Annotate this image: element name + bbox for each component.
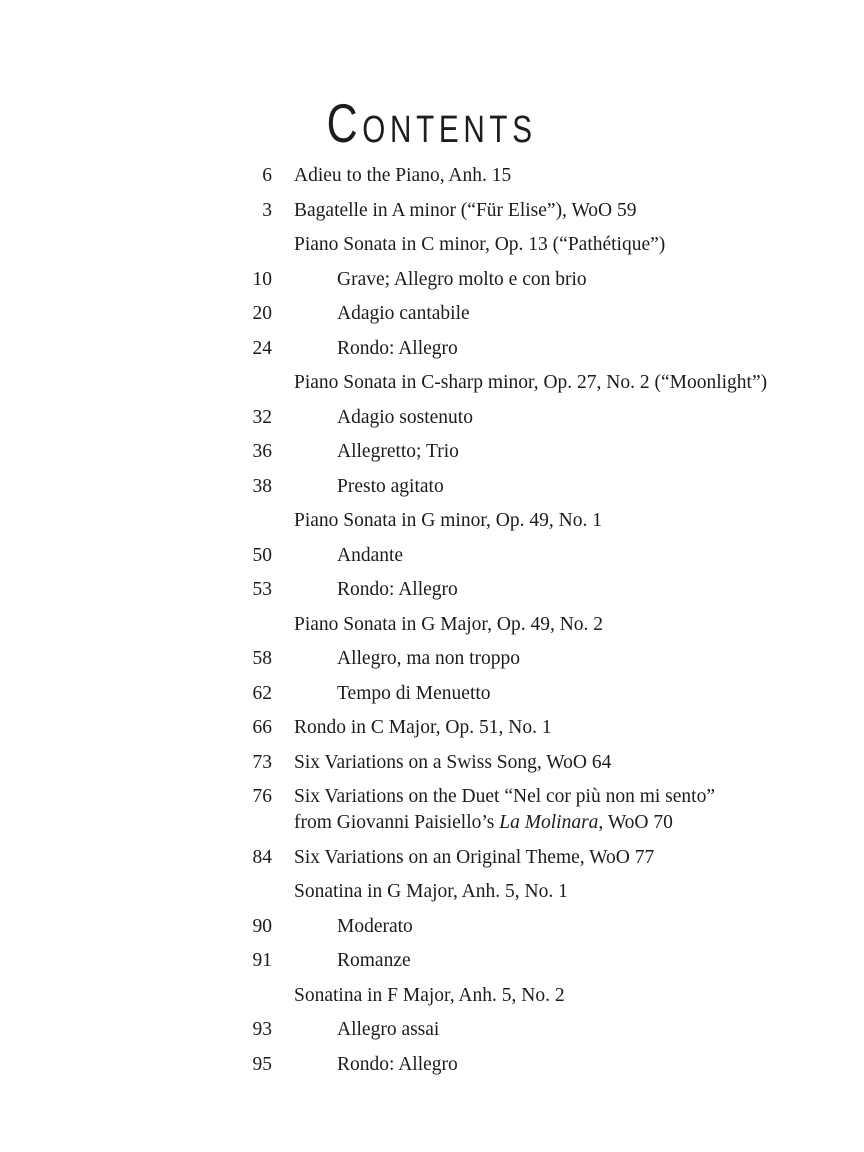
toc-entry-line bbox=[294, 715, 552, 741]
toc-work-heading bbox=[242, 612, 822, 638]
toc-entry-title bbox=[294, 267, 587, 293]
toc-entry-title bbox=[294, 750, 611, 776]
toc-entry-line bbox=[337, 948, 411, 974]
toc-entry-title bbox=[294, 439, 459, 465]
page-title-text bbox=[326, 92, 538, 154]
toc-entry-line bbox=[337, 474, 444, 500]
toc-entry-title bbox=[294, 845, 654, 871]
toc-entry-title bbox=[294, 163, 511, 189]
toc-work-heading bbox=[242, 508, 822, 534]
toc-entry bbox=[242, 1017, 822, 1043]
toc-entry bbox=[242, 577, 822, 603]
toc-page-number: 53 bbox=[252, 579, 272, 600]
toc-text-segment: Rondo: Allegro bbox=[337, 579, 458, 600]
toc-entry-line bbox=[294, 879, 568, 905]
toc-page-number: 32 bbox=[252, 406, 272, 428]
toc-page-number: 6 bbox=[262, 165, 272, 186]
toc-text-segment: Adieu to the Piano, Anh. 15 bbox=[294, 165, 512, 186]
toc-entry-line bbox=[337, 336, 458, 362]
toc-page-number: 95 bbox=[252, 1053, 272, 1075]
toc-entry-title bbox=[294, 301, 470, 327]
toc-entry-title bbox=[294, 543, 403, 569]
toc-text-segment: Allegro assai bbox=[337, 1019, 440, 1040]
toc-text-segment: Bagatelle in A minor (“Für Elise”), WoO 59 bbox=[294, 199, 637, 221]
toc-entry bbox=[242, 646, 822, 672]
toc-text-segment: Sonatina in G Major, Anh. 5, No. 1 bbox=[294, 881, 568, 902]
toc-entry-line bbox=[337, 543, 403, 569]
toc-entry bbox=[242, 405, 822, 431]
toc-entry bbox=[242, 301, 822, 327]
toc-entry-title bbox=[294, 405, 473, 431]
toc-entry-line bbox=[294, 784, 715, 810]
toc-text-segment: Rondo: Allegro bbox=[337, 1053, 458, 1075]
toc-entry-title bbox=[294, 232, 665, 258]
toc-entry-title bbox=[294, 508, 602, 534]
toc-entry-line bbox=[337, 439, 459, 465]
toc-text-segment: Tempo di Menuetto bbox=[337, 682, 491, 704]
toc-entry-title bbox=[294, 715, 552, 741]
toc-entry bbox=[242, 198, 822, 224]
toc-entry-title bbox=[294, 577, 458, 603]
toc-text-segment: Allegretto; Trio bbox=[337, 441, 459, 462]
toc-page-number: 73 bbox=[252, 751, 272, 773]
toc-entry-title bbox=[294, 336, 458, 362]
toc-entry bbox=[242, 163, 822, 189]
toc-entry-line bbox=[294, 508, 602, 534]
toc-page-number: 3 bbox=[262, 199, 272, 221]
toc-entry-title bbox=[294, 879, 568, 905]
toc-work-heading bbox=[242, 232, 822, 258]
toc-entry bbox=[242, 784, 822, 836]
toc-text-segment: Piano Sonata in G minor, Op. 49, No. 1 bbox=[294, 510, 602, 531]
toc-entry-line bbox=[337, 1052, 458, 1078]
toc-entry-title bbox=[294, 370, 767, 396]
toc-text-segment: Romanze bbox=[337, 950, 411, 971]
toc-entry bbox=[242, 845, 822, 871]
toc-entry bbox=[242, 1052, 822, 1078]
toc-entry-line bbox=[337, 681, 491, 707]
toc-page-number: 58 bbox=[252, 648, 272, 669]
toc-entry-title bbox=[294, 784, 715, 836]
toc-entry bbox=[242, 474, 822, 500]
toc-text-segment: Adagio sostenuto bbox=[337, 406, 473, 428]
toc-entry-title bbox=[294, 983, 565, 1009]
toc-entry bbox=[242, 543, 822, 569]
toc-entry-line bbox=[337, 914, 413, 940]
toc-entry bbox=[242, 750, 822, 776]
toc-entry-title bbox=[294, 198, 637, 224]
toc-entry-title bbox=[294, 612, 603, 638]
toc-entry-line bbox=[294, 232, 665, 258]
toc-work-heading bbox=[242, 879, 822, 905]
toc-text-segment: Andante bbox=[337, 544, 404, 566]
toc-text-segment: Six Variations on a Swiss Song, WoO 64 bbox=[294, 751, 612, 773]
toc-text-segment: Sonatina in F Major, Anh. 5, No. 2 bbox=[294, 984, 565, 1006]
toc-text-segment: Piano Sonata in C minor, Op. 13 (“Pathétique”) bbox=[294, 234, 666, 255]
toc-text-segment: Presto agitato bbox=[337, 475, 444, 497]
toc-entry-title bbox=[294, 646, 520, 672]
toc-entry-line bbox=[337, 646, 520, 672]
toc-entry-line bbox=[337, 301, 470, 327]
toc-entry-title bbox=[294, 474, 444, 500]
toc-entry bbox=[242, 681, 822, 707]
toc-entry bbox=[242, 336, 822, 362]
toc-page-number: 66 bbox=[252, 717, 272, 738]
toc-entry bbox=[242, 948, 822, 974]
toc-entry bbox=[242, 914, 822, 940]
toc-text-segment: from Giovanni Paisiello’s bbox=[294, 812, 500, 833]
toc-entry-line bbox=[337, 405, 473, 431]
toc-page-number: 20 bbox=[252, 303, 272, 324]
toc-italic-text: La Molinara bbox=[499, 812, 599, 833]
toc-text-segment: Grave; Allegro molto e con brio bbox=[337, 268, 587, 290]
toc-entry-line bbox=[294, 750, 611, 776]
toc-page-number: 50 bbox=[252, 544, 272, 566]
toc-entry-title bbox=[294, 948, 411, 974]
toc-page-number: 76 bbox=[252, 786, 272, 807]
toc-work-heading bbox=[242, 983, 822, 1009]
toc-page-number: 84 bbox=[252, 846, 272, 868]
toc-work-heading bbox=[242, 370, 822, 396]
toc-text-segment: , WoO 70 bbox=[598, 812, 673, 833]
toc-entry-line bbox=[294, 370, 767, 396]
toc-page-number: 36 bbox=[252, 441, 272, 462]
toc-entry-line bbox=[294, 845, 654, 871]
page-title bbox=[0, 92, 864, 154]
toc-text-segment: Six Variations on the Duet “Nel cor più non mi sento” bbox=[294, 786, 715, 807]
page-title-rest: ONTENTS bbox=[362, 109, 538, 151]
toc-text-segment: Rondo in C Major, Op. 51, No. 1 bbox=[294, 717, 552, 738]
toc-entry-line bbox=[294, 810, 715, 836]
toc-page-number: 62 bbox=[252, 682, 272, 704]
toc-entry bbox=[242, 439, 822, 465]
toc-entry-title bbox=[294, 1017, 439, 1043]
toc-entry bbox=[242, 267, 822, 293]
toc-text-segment: Allegro, ma non troppo bbox=[337, 648, 521, 669]
toc-page-number: 91 bbox=[252, 950, 272, 971]
toc-text-segment: Adagio cantabile bbox=[337, 303, 470, 324]
toc-entry-line bbox=[294, 983, 565, 1009]
toc-text-segment: Rondo: Allegro bbox=[337, 337, 458, 359]
toc-entry-line bbox=[337, 1017, 439, 1043]
toc-text-segment: Piano Sonata in C-sharp minor, Op. 27, No. 2 (“Moonlight”) bbox=[294, 372, 768, 393]
toc-entry-line bbox=[294, 612, 603, 638]
toc-text-segment: Piano Sonata in G Major, Op. 49, No. 2 bbox=[294, 613, 604, 635]
toc-entry-title bbox=[294, 914, 413, 940]
page-title-initial: C bbox=[326, 92, 363, 154]
toc-list bbox=[242, 163, 822, 1086]
toc-entry-title bbox=[294, 681, 491, 707]
toc-page-number: 10 bbox=[252, 268, 272, 290]
toc-text-segment: Moderato bbox=[337, 915, 413, 937]
toc-page-number: 38 bbox=[252, 475, 272, 497]
toc-entry-title bbox=[294, 1052, 458, 1078]
toc-entry-line bbox=[337, 577, 458, 603]
toc-page-number: 24 bbox=[252, 337, 272, 359]
toc-entry-line bbox=[337, 267, 587, 293]
toc-entry-line bbox=[294, 163, 511, 189]
toc-page-number: 90 bbox=[252, 915, 272, 937]
toc-text-segment: Six Variations on an Original Theme, WoO 77 bbox=[294, 846, 655, 868]
toc-page-number: 93 bbox=[252, 1019, 272, 1040]
toc-entry bbox=[242, 715, 822, 741]
toc-entry-line bbox=[294, 198, 637, 224]
